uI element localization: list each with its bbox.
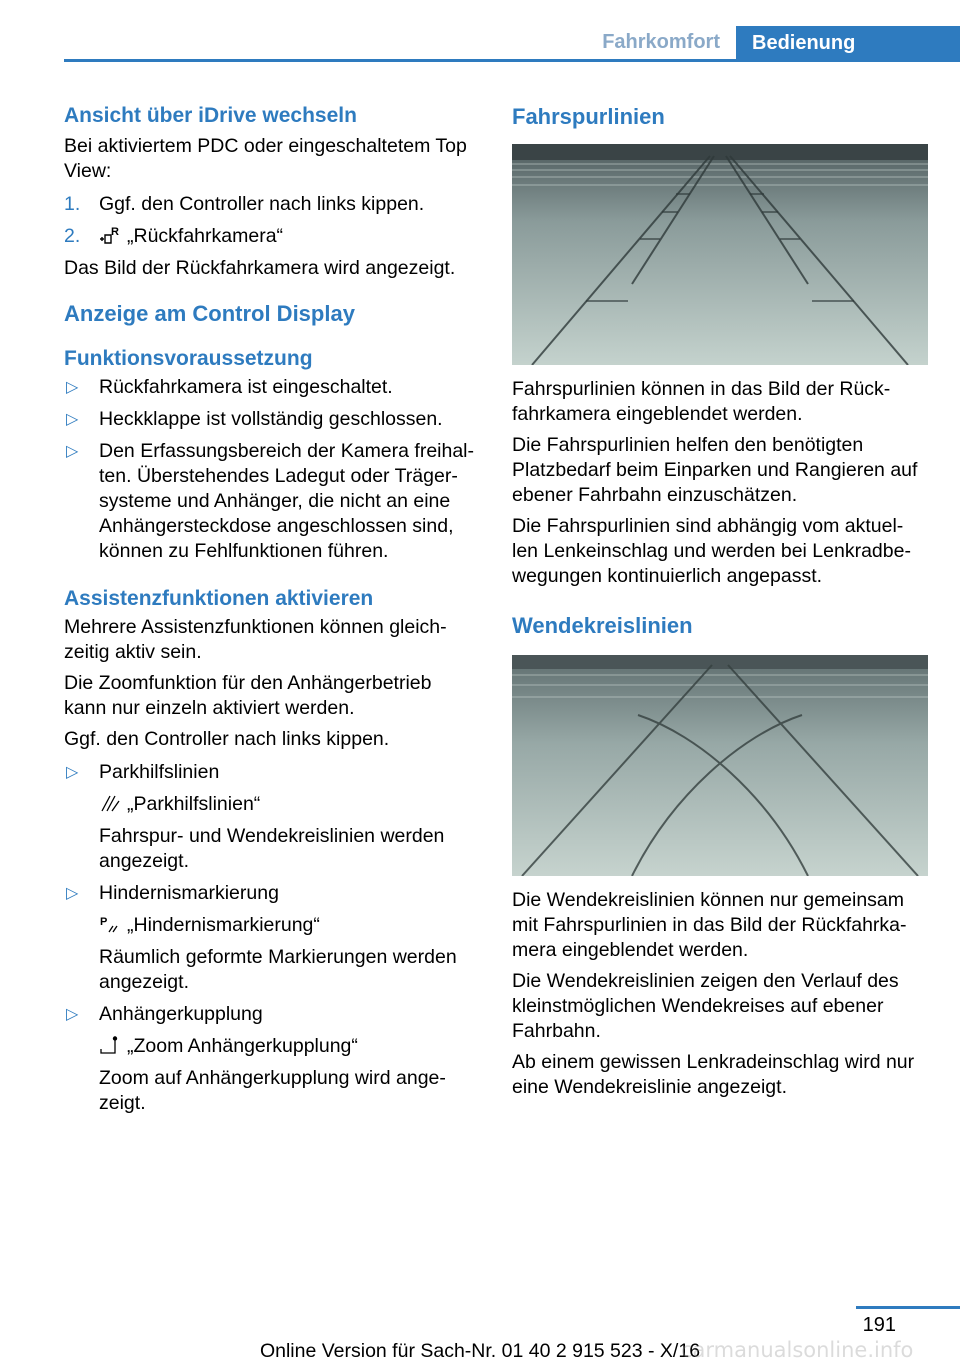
function-title: Parkhilfslinien — [99, 761, 220, 783]
turning-circle-text-2: Die Wendekreislinien zeigen den Verlauf des kleinstmöglichen Wendekreises auf ebener Fahrbahn. — [512, 970, 899, 1042]
lane-lines-camera-image — [512, 144, 928, 365]
function-desc: Zoom auf Anhängerkupplung wird ange-zeigt. — [99, 1067, 446, 1114]
svg-text:R: R — [111, 226, 119, 238]
function-desc: Räumlich geformte Markierungen werden angezeigt. — [99, 946, 457, 993]
requirement-text: Heckklappe ist vollständig geschlossen. — [99, 408, 443, 430]
function-item — [64, 881, 476, 995]
chapter-tab[interactable]: Bedienung — [736, 26, 960, 62]
function-menu — [99, 1034, 476, 1059]
turning-circle-text-3: Ab einem gewissen Lenkradeinschlag wird nur eine Wendekreislinie angezeigt. — [512, 1051, 915, 1098]
requirement-item — [64, 375, 476, 400]
function-item — [64, 1002, 476, 1116]
page-number: 191 — [862, 1314, 896, 1336]
bullet-marker: ▷ — [66, 443, 79, 460]
step-result: Das Bild der Rückfahrkamera wird angezeigt. — [64, 257, 456, 279]
requirement-item — [64, 439, 476, 564]
watermark-logo — [679, 1336, 960, 1362]
bullet-marker: ▷ — [66, 379, 79, 396]
left-column — [64, 100, 476, 1123]
heading-assist-functions: Assistenzfunktionen aktivieren — [64, 587, 374, 610]
heading-view-switch: Ansicht über iDrive wechseln — [64, 104, 357, 127]
obstacle-marking-icon — [99, 914, 121, 934]
turning-circle-camera-image — [512, 655, 928, 876]
intro-text: Bei aktiviertem PDC oder eingeschaltetem Top View: — [64, 135, 467, 182]
footer-version-text: Online Version für Sach-Nr. 01 40 2 915 523 - X/16 — [259, 1340, 701, 1362]
bullet-marker: ▷ — [66, 411, 79, 428]
lane-lines-text-2: Die Fahrspurlinien helfen den benötigten Platzbedarf beim Einparken und Rangieren auf ebener Fahrbahn einzuschätzen. — [512, 434, 918, 506]
heading-turning-circle: Wendekreislinien — [512, 613, 693, 638]
function-menu — [99, 792, 476, 817]
trailer-hitch-icon — [99, 1035, 121, 1055]
requirement-text: Den Erfassungsbereich der Kamera freihal-ten. Überstehendes Ladegut oder Träger-systeme und Anhänger, die nicht an eine Anhängersteckdose angeschlossen sind, können zu Fehlfunktionen führen. — [99, 440, 475, 562]
step-number: 2. — [64, 225, 81, 247]
requirement-text: Rückfahrkamera ist eingeschaltet. — [99, 376, 393, 398]
heading-lane-lines: Fahrspurlinien — [512, 104, 665, 129]
function-title: Anhängerkupplung — [99, 1003, 263, 1025]
function-menu — [99, 913, 476, 938]
assist-text-3: Ggf. den Controller nach links kippen. — [64, 728, 390, 750]
bullet-marker: ▷ — [66, 1006, 79, 1023]
bullet-marker: ▷ — [66, 885, 79, 902]
step-text: „Rückfahrkamera“ — [127, 225, 284, 247]
step-2 — [64, 224, 476, 249]
heading-control-display: Anzeige am Control Display — [64, 301, 355, 326]
footer-rule — [856, 1306, 960, 1309]
page-header — [64, 26, 960, 62]
parking-lines-icon — [99, 793, 121, 813]
rear-camera-icon — [99, 225, 121, 245]
svg-text:carmanualsonline.info: carmanualsonline.info — [681, 1338, 914, 1362]
turning-circle-text-1: Die Wendekreislinien können nur gemeinsam mit Fahrspurlinien in das Bild der Rückfahrka-mera eingeblendet werden. — [512, 889, 907, 961]
step-number: 1. — [64, 193, 81, 215]
heading-requirements: Funktionsvoraussetzung — [64, 347, 313, 370]
function-item — [64, 760, 476, 874]
function-desc: Fahrspur- und Wendekreislinien werden angezeigt. — [99, 825, 445, 872]
lane-lines-text-3: Die Fahrspurlinien sind abhängig vom aktuel-len Lenkeinschlag und werden bei Lenkradbe-wegungen kontinuierlich angepasst. — [512, 515, 911, 587]
function-menu-label: „Parkhilfslinien“ — [127, 793, 261, 815]
step-text: Ggf. den Controller nach links kippen. — [99, 193, 425, 215]
svg-text:P: P — [100, 916, 108, 928]
bullet-marker: ▷ — [66, 764, 79, 781]
section-tab[interactable]: Fahrkomfort — [602, 31, 720, 53]
right-column — [512, 100, 928, 1100]
requirement-item — [64, 407, 476, 432]
function-menu-label: „Hindernismarkierung“ — [127, 914, 320, 936]
assist-text-2: Die Zoomfunktion für den Anhängerbetrieb kann nur einzeln aktiviert werden. — [64, 672, 432, 719]
step-1 — [64, 192, 476, 217]
assist-text-1: Mehrere Assistenzfunktionen können gleich-zeitig aktiv sein. — [64, 616, 447, 663]
header-rule — [64, 59, 960, 62]
function-title: Hindernismarkierung — [99, 882, 279, 904]
lane-lines-text-1: Fahrspurlinien können in das Bild der Rück-fahrkamera eingeblendet werden. — [512, 378, 891, 425]
function-menu-label: „Zoom Anhängerkupplung“ — [127, 1035, 358, 1057]
